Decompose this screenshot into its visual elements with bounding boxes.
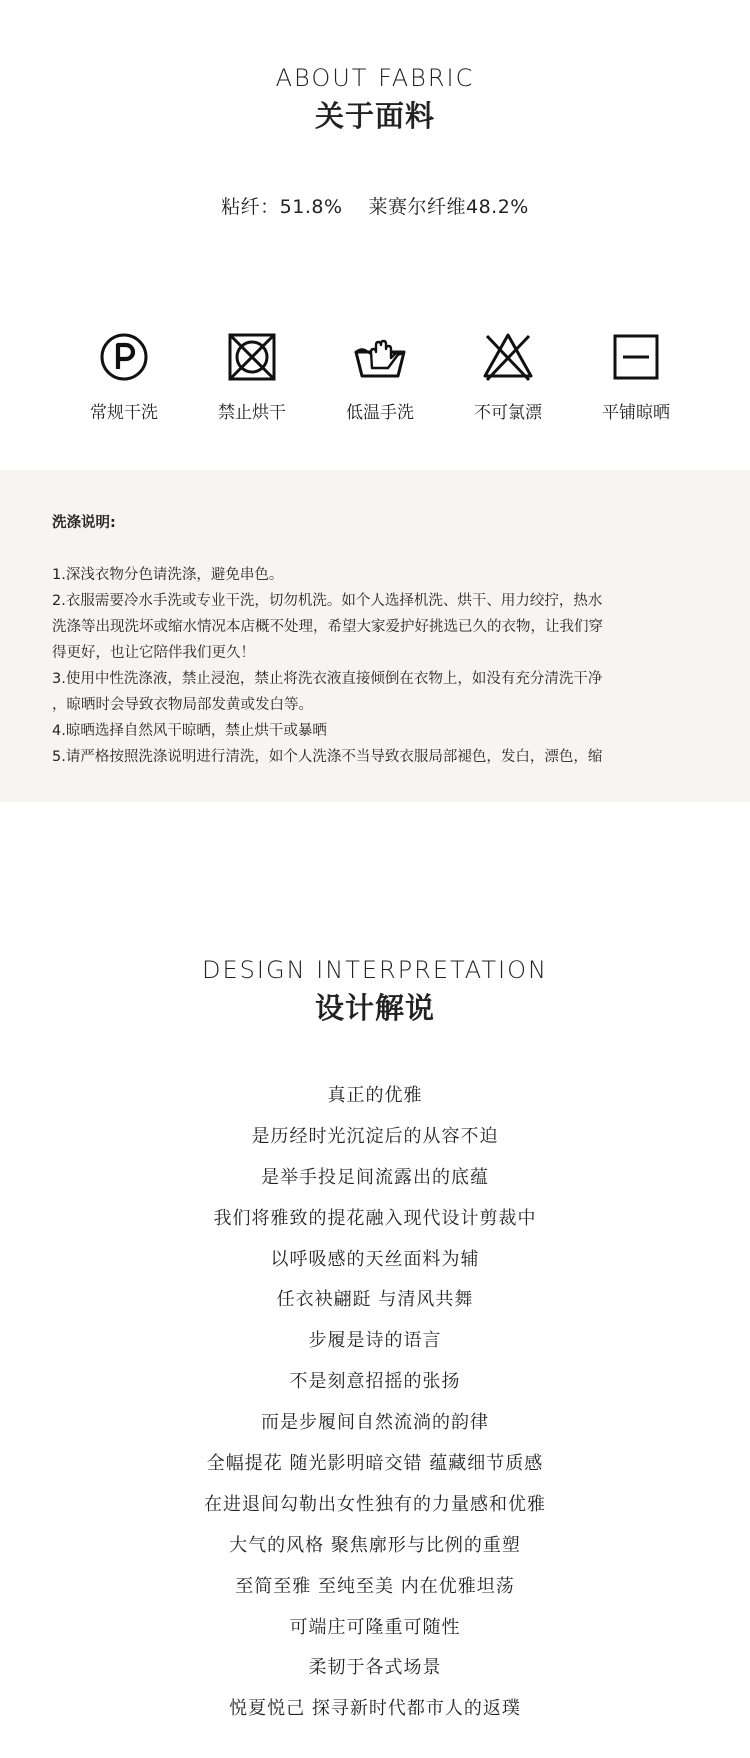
care-label-dry-flat: 平铺晾晒 (602, 403, 670, 423)
care-item-no-bleach (444, 330, 572, 423)
design-line: 真正的优雅 (327, 1085, 423, 1106)
care-item-hand-wash (316, 330, 444, 423)
fabric-section-header (0, 64, 750, 135)
design-section-header (0, 956, 750, 1027)
design-line: 在进退间勾勒出女性独有的力量感和优雅 (204, 1493, 546, 1515)
wash-line: 5.请严格按照洗涤说明进行清洗，如个人洗涤不当导致衣服局部褪色，发白，漂色，缩 (52, 749, 603, 765)
care-label-no-tumble-dry: 禁止烘干 (218, 403, 286, 423)
wash-instructions-text (52, 510, 702, 770)
wash-instructions-panel (0, 470, 750, 802)
design-line: 任衣袂翩跹 与清风共舞 (276, 1289, 474, 1311)
wash-line: 3.使用中性洗涤液，禁止浸泡，禁止将洗衣液直接倾倒在衣物上，如没有充分清洗干净 (52, 671, 603, 687)
no-tumble-dry-icon (225, 330, 279, 384)
wash-line: 1.深浅衣物分色请洗涤，避免串色。 (52, 567, 284, 583)
design-line: 是历经时光沉淀后的从容不迫 (251, 1125, 499, 1147)
care-item-dry-clean (60, 330, 188, 423)
design-line: 全幅提花 随光影明暗交错 蕴藏细节质感 (206, 1453, 544, 1475)
dry-flat-icon (609, 330, 663, 384)
fabric-title-en: ABOUT FABRIC (275, 64, 475, 92)
design-line: 大气的风格 聚焦廓形与比例的重塑 (229, 1534, 521, 1556)
hand-wash-icon (353, 330, 407, 384)
design-line: 悦夏悦己 探寻新时代都市人的返璞 (229, 1698, 521, 1720)
composition-lyocell: 莱赛尔纤维48.2% (368, 196, 529, 218)
fabric-composition (0, 192, 750, 219)
wash-line: 得更好，也让它陪伴我们更久！ (52, 645, 255, 661)
care-item-no-tumble-dry (188, 330, 316, 423)
design-line: 而是步履间自然流淌的韵律 (261, 1412, 489, 1434)
fabric-title-zh: 关于面料 (314, 99, 435, 133)
design-line: 不是刻意招摇的张扬 (289, 1371, 461, 1393)
design-line: 是举手投足间流露出的底蕴 (261, 1166, 489, 1188)
design-title-en: DESIGN INTERPRETATION (202, 956, 548, 984)
design-line: 至简至雅 至纯至美 内在优雅坦荡 (235, 1575, 515, 1597)
design-line: 我们将雅致的提花融入现代设计剪裁中 (213, 1207, 537, 1229)
design-line: 可端庄可隆重可随性 (289, 1616, 461, 1638)
care-label-hand-wash: 低温手洗 (346, 403, 414, 423)
care-icons-row (60, 330, 700, 423)
design-line: 以呼吸感的天丝面料为辅 (270, 1248, 480, 1270)
composition-viscose: 粘纤：51.8% (221, 196, 343, 218)
design-description (0, 1076, 750, 1730)
design-line: 柔韧于各式场景 (308, 1657, 442, 1679)
wash-line: 4.晾晒选择自然风干晾晒，禁止烘干或暴晒 (52, 723, 327, 739)
design-title-zh: 设计解说 (314, 991, 435, 1025)
no-bleach-icon (481, 330, 535, 384)
care-item-dry-flat (572, 330, 700, 423)
wash-line: 2.衣服需要冷水手洗或专业干洗，切勿机洗。如个人选择机洗、烘干、用力绞拧，热水 (52, 593, 603, 609)
care-label-dry-clean: 常规干洗 (90, 403, 158, 423)
care-label-no-bleach: 不可氯漂 (474, 403, 542, 423)
wash-line: 洗涤等出现洗坏或缩水情况本店概不处理，希望大家爱护好挑选已久的衣物，让我们穿 (52, 619, 603, 635)
design-line: 步履是诗的语言 (308, 1330, 442, 1352)
wash-line: ，晾晒时会导致衣物局部发黄或发白等。 (52, 697, 313, 713)
wash-heading: 洗涤说明: (52, 515, 116, 531)
dry-clean-p-icon (97, 330, 151, 384)
